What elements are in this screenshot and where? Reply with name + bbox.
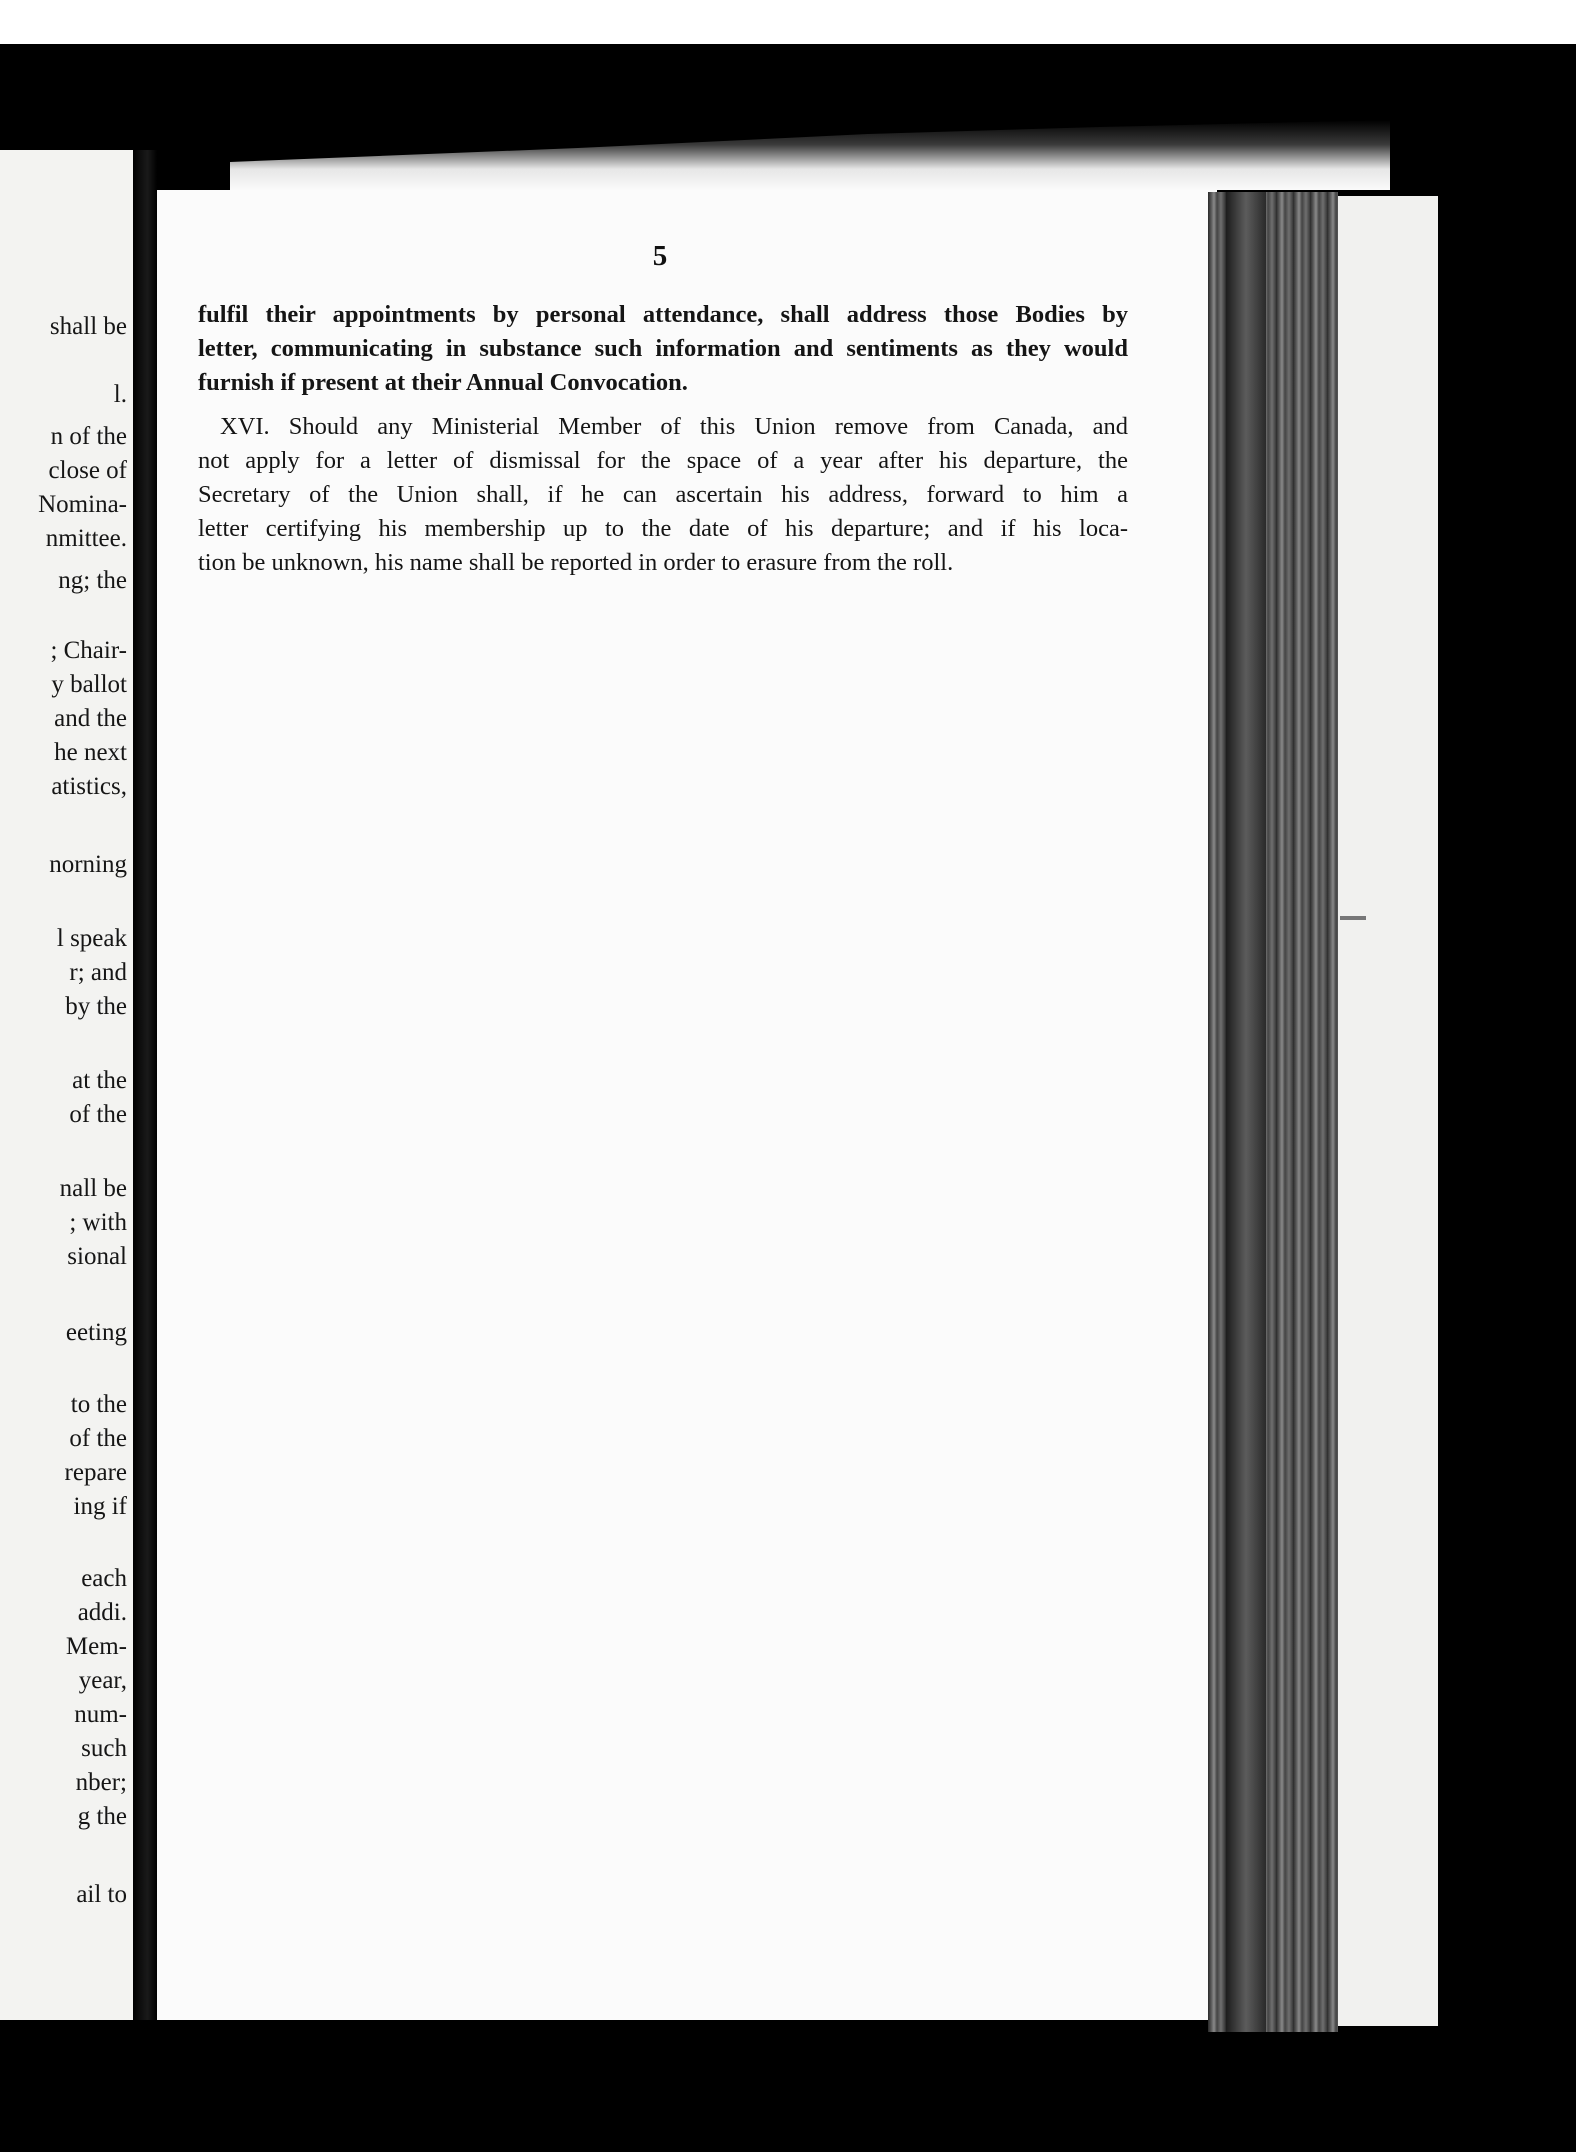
left-page-fragment: to the — [70, 1391, 127, 1418]
left-page-fragment: norning — [49, 851, 127, 878]
text-line: XVI. Should any Ministerial Member of this Union remove from Canada, and — [220, 413, 1128, 440]
left-page-fragment: r; and — [69, 959, 127, 986]
paragraph-continuation — [198, 298, 1128, 400]
left-page-fragment: ing if — [73, 1493, 127, 1520]
left-page-fragment: ng; the — [58, 567, 127, 594]
left-page-fragment: addi. — [77, 1599, 127, 1626]
text-line: Secretary of the Union shall, if he can ascertain his address, forward to him a — [198, 481, 1128, 508]
left-page-fragment: atistics, — [51, 773, 127, 800]
left-page-fragment: close of — [48, 457, 127, 484]
left-page-fragment: n of the — [50, 423, 127, 450]
left-page-fragment: ; with — [69, 1209, 127, 1236]
left-page-fragment: he next — [54, 739, 127, 766]
text-line: furnish if present at their Annual Convocation. — [198, 369, 688, 396]
left-facing-page — [0, 150, 133, 2020]
left-page-fragment: g the — [77, 1803, 127, 1830]
page-number: 5 — [652, 240, 668, 272]
left-page-fragment: Nomina- — [38, 491, 127, 518]
text-line: not apply for a letter of dismissal for the space of a year after his departure, the — [198, 447, 1128, 474]
left-page-fragment: repare — [64, 1459, 127, 1486]
left-page-fragment: shall be — [49, 313, 127, 340]
left-page-fragment: each — [81, 1565, 127, 1592]
text-line: fulfil their appointments by personal attendance, shall address those Bodies by — [198, 301, 1128, 328]
left-page-fragment: nall be — [59, 1175, 127, 1202]
left-page-fragment: ; Chair- — [50, 637, 127, 664]
left-page-fragment: such — [81, 1735, 127, 1762]
left-page-fragment: y ballot — [51, 671, 127, 698]
text-line: tion be unknown, his name shall be reported in order to erasure from the roll. — [198, 549, 954, 576]
left-page-fragment: of the — [69, 1101, 127, 1128]
left-page-fragment: nber; — [75, 1769, 127, 1796]
paragraph-xvi — [198, 410, 1128, 580]
left-page-fragment: l. — [113, 381, 127, 408]
left-page-fragment: ail to — [76, 1881, 127, 1908]
left-page-fragment: at the — [72, 1067, 127, 1094]
left-page-fragment: num- — [74, 1701, 127, 1728]
page-block-edges — [1208, 192, 1338, 2032]
left-page-fragment: of the — [69, 1425, 127, 1452]
text-line: letter, communicating in substance such information and sentiments as they would — [198, 335, 1128, 362]
left-page-fragment: Mem- — [65, 1633, 127, 1660]
text-line: letter certifying his membership up to the date of his departure; and if his loca- — [198, 515, 1128, 542]
left-page-fragment: l speak — [56, 925, 127, 952]
left-page-fragment: eeting — [65, 1319, 127, 1346]
book-gutter — [133, 150, 157, 2020]
cover-mark — [1340, 916, 1366, 920]
left-page-fragment: nmittee. — [45, 525, 127, 552]
left-page-fragment: and the — [54, 705, 127, 732]
left-page-fragment: sional — [67, 1243, 127, 1270]
left-page-fragment: year, — [78, 1667, 127, 1694]
left-page-fragment: by the — [65, 993, 127, 1020]
back-cover — [1338, 196, 1444, 2026]
